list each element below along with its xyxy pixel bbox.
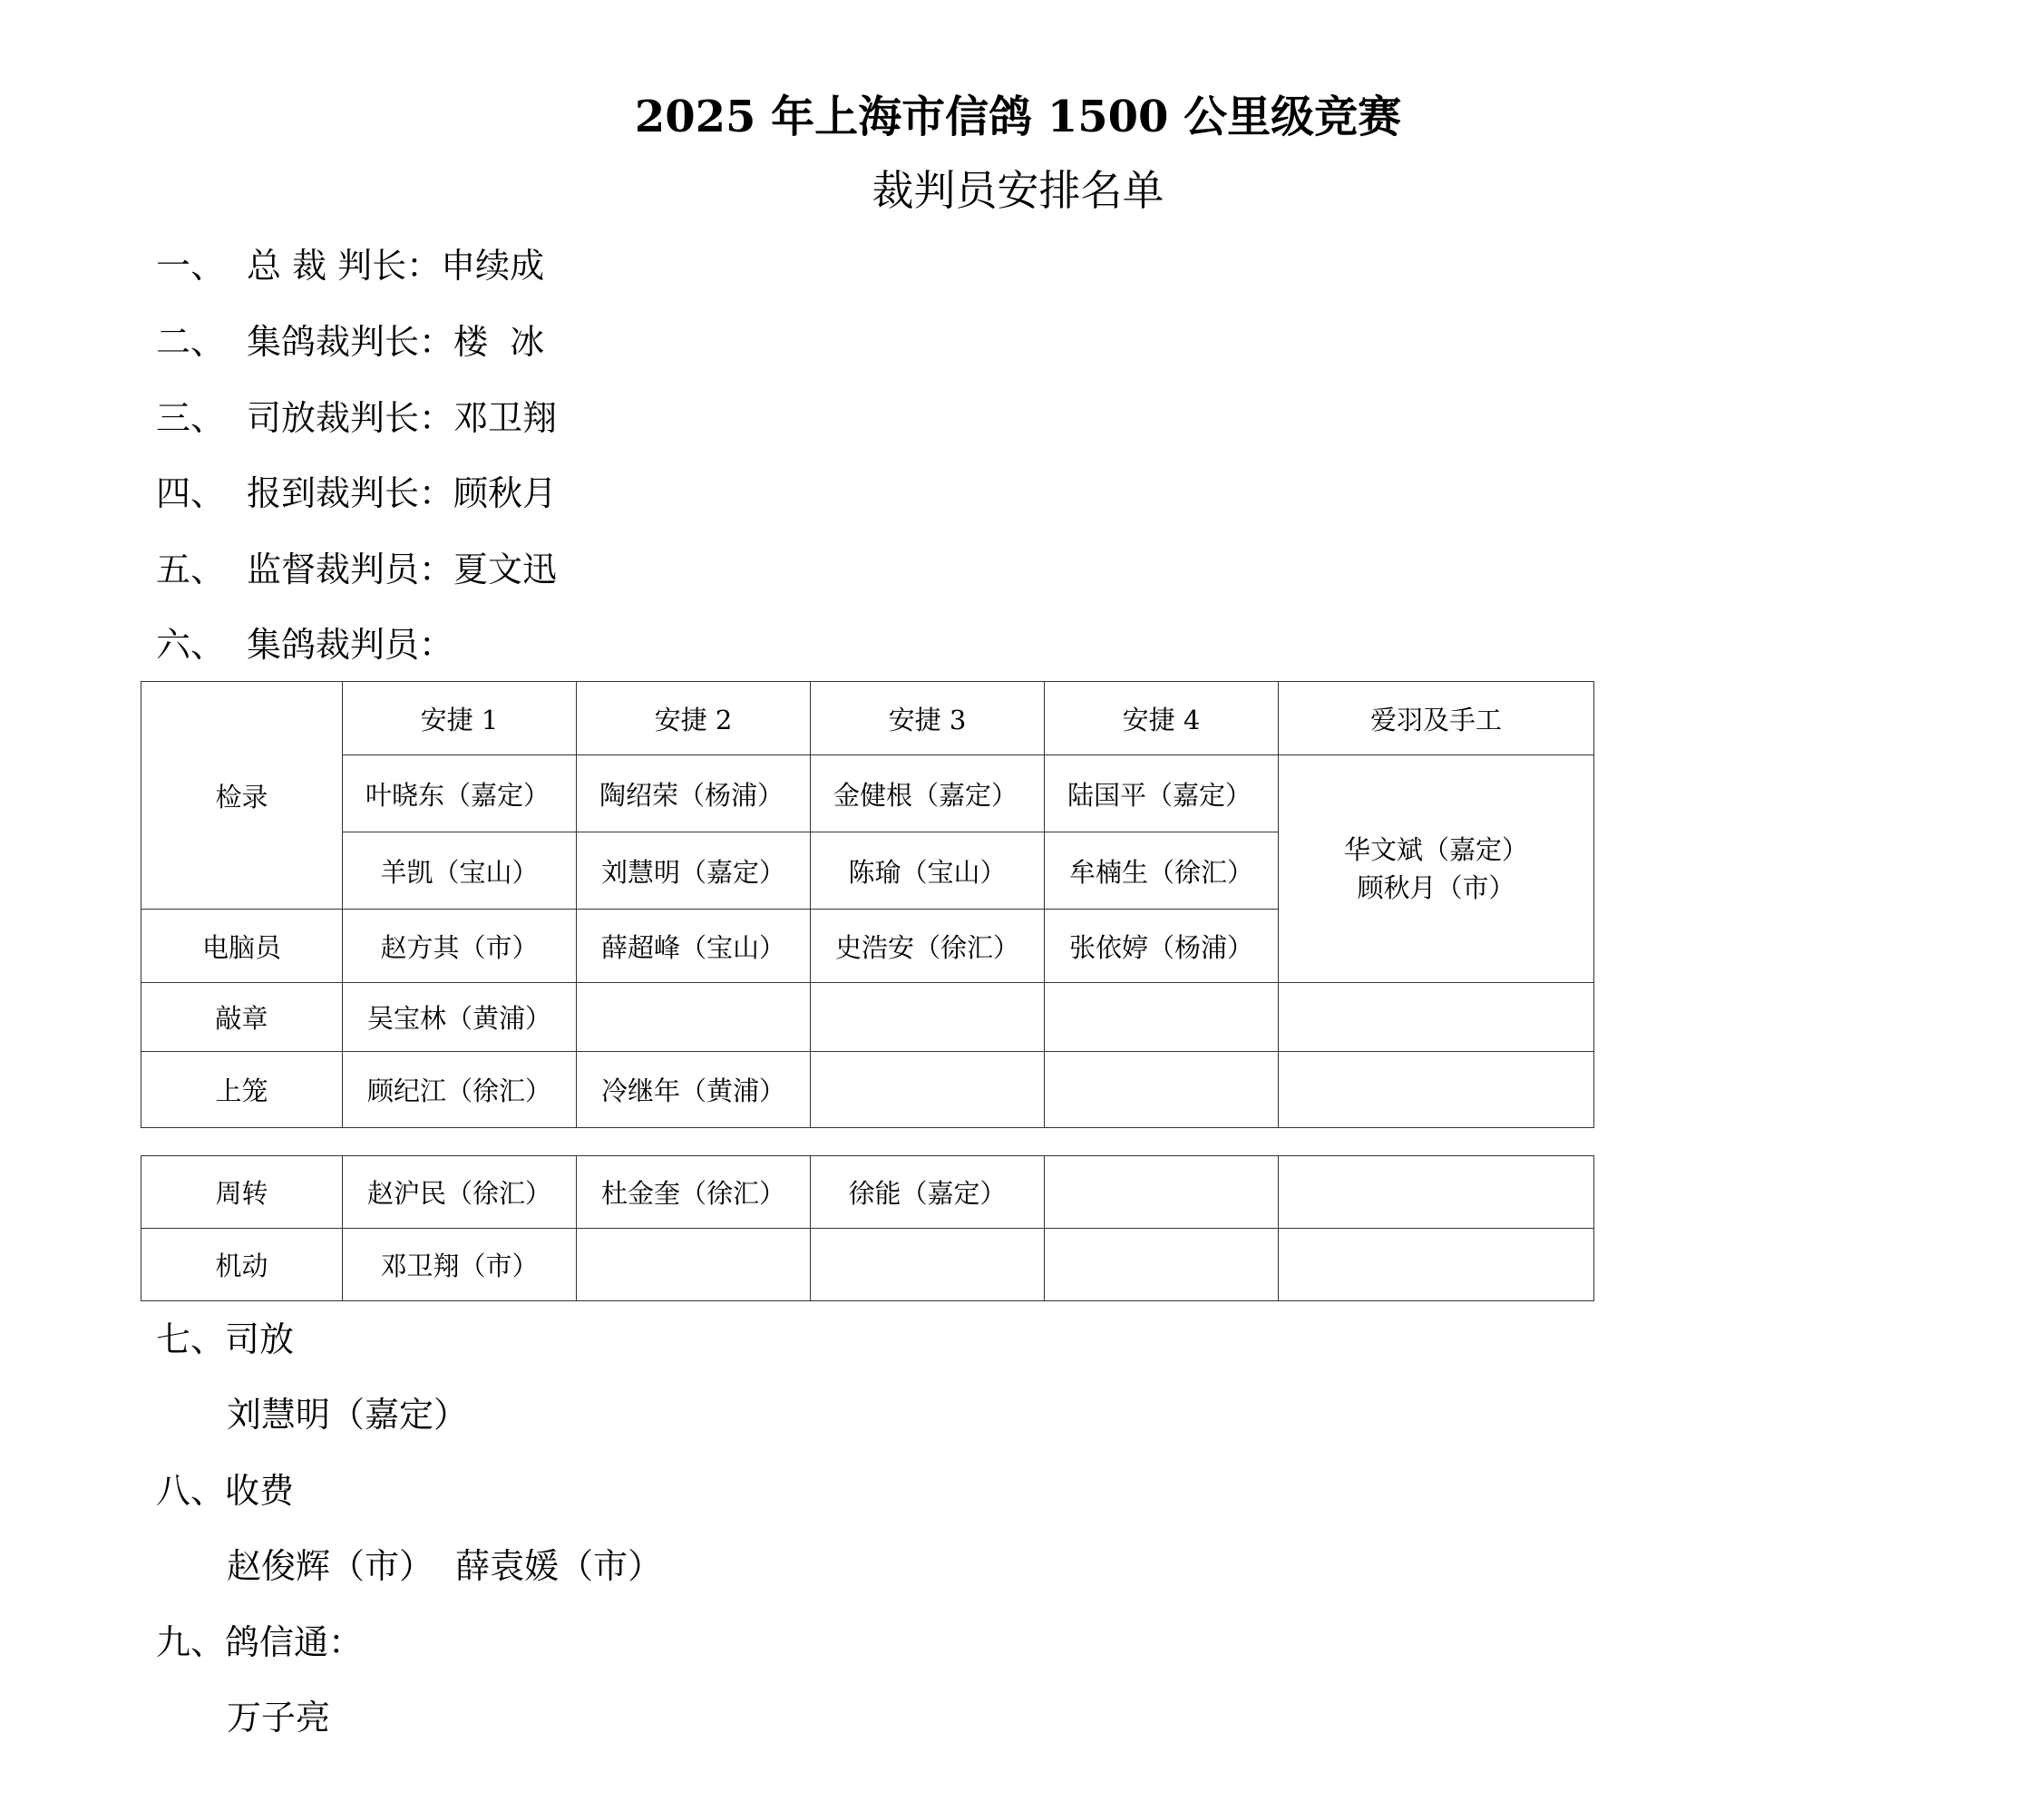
table-cell: [1045, 1052, 1279, 1128]
table-header-row: [141, 682, 1594, 755]
section-value: 楼 冰: [453, 322, 545, 362]
table-cell: 史浩安（徐汇）: [811, 910, 1045, 983]
table-cell: 吴宝林（黄浦）: [343, 983, 577, 1052]
referee-table-main: [141, 681, 1594, 1128]
section-release-chief: [156, 395, 557, 441]
table-cell: [1045, 983, 1279, 1052]
section-label: 集鸽裁判长：: [247, 322, 454, 362]
section-collection-chief: [156, 319, 544, 365]
column-header: 安捷 2: [577, 682, 811, 755]
table-cell: [811, 1052, 1045, 1128]
section-gexintong-heading: 九、鸽信通：: [156, 1622, 364, 1662]
table-cell: [1279, 1229, 1594, 1301]
section-label: 总 裁 判长：: [247, 246, 442, 286]
section-fees-names: 赵俊辉（市） 薛袁媛（市）: [227, 1546, 663, 1586]
section-chief-referee: [156, 243, 544, 288]
column-header: 爱羽及手工: [1279, 682, 1594, 755]
section-gexintong-names: 万子亮: [227, 1698, 331, 1737]
row-label-qiaozhang: 敲章: [141, 983, 343, 1052]
table-cell: [1045, 1229, 1279, 1301]
row-label-jianlu: 检录: [141, 682, 343, 910]
section-number: 一、: [156, 246, 226, 286]
table-cell: [811, 1229, 1045, 1301]
table-row: [141, 1229, 1594, 1301]
column-header: 安捷 3: [811, 682, 1045, 755]
row-label-zhouzhuan: 周转: [141, 1156, 343, 1229]
section-label: 监督裁判员：: [247, 550, 454, 589]
table-row: [141, 983, 1594, 1052]
table-cell: 邓卫翔（市）: [343, 1229, 577, 1301]
row-label-shanglong: 上笼: [141, 1052, 343, 1128]
section-label: 司放裁判长：: [247, 398, 454, 438]
table-row: [141, 1156, 1594, 1229]
table-row: [141, 1052, 1594, 1128]
table-row: [141, 755, 1594, 832]
column-header: 安捷 1: [343, 682, 577, 755]
table-cell: [577, 983, 811, 1052]
table-cell: 张依婷（杨浦）: [1045, 910, 1279, 983]
table-cell: [1279, 983, 1594, 1052]
section-number: 六、: [156, 625, 226, 665]
row-label-jidong: 机动: [141, 1229, 343, 1301]
table-cell-name: 华文斌（嘉定）: [1343, 834, 1528, 865]
table-cell-name: 顾秋月（市）: [1357, 872, 1515, 903]
table-cell: 金健根（嘉定）: [811, 755, 1045, 832]
section-supervisor: [156, 547, 557, 592]
table-cell: [1279, 1156, 1594, 1229]
table-cell: 杜金奎（徐汇）: [577, 1156, 811, 1229]
section-collection-referees: [156, 622, 453, 667]
aiyu-cell: [1279, 755, 1594, 983]
section-number: 四、: [156, 473, 226, 513]
document-subtitle: 裁判员安排名单: [872, 166, 1164, 215]
table-cell: 赵方其（市）: [343, 910, 577, 983]
table-cell: 陆国平（嘉定）: [1045, 755, 1279, 832]
referee-table-secondary: [141, 1155, 1594, 1301]
table-cell: 薛超峰（宝山）: [577, 910, 811, 983]
section-value: 邓卫翔: [453, 398, 558, 438]
table-cell: 冷继年（黄浦）: [577, 1052, 811, 1128]
section-release-names: 刘慧明（嘉定）: [227, 1395, 469, 1435]
section-report-chief: [156, 471, 557, 516]
section-number: 三、: [156, 398, 226, 438]
table-cell: [811, 983, 1045, 1052]
section-value: 夏文迅: [453, 550, 558, 589]
table-cell: 徐能（嘉定）: [811, 1156, 1045, 1229]
section-label: 集鸽裁判员：: [247, 625, 454, 665]
table-cell: [577, 1229, 811, 1301]
section-fees-heading: 八、收费: [156, 1471, 295, 1511]
section-release-heading: 七、司放: [156, 1319, 295, 1359]
table-cell: 陶绍荣（杨浦）: [577, 755, 811, 832]
section-value: 申续成: [441, 246, 545, 286]
section-value: 顾秋月: [453, 473, 558, 513]
section-number: 五、: [156, 550, 226, 589]
table-cell: 牟楠生（徐汇）: [1045, 832, 1279, 910]
row-label-diannao: 电脑员: [141, 910, 343, 983]
section-label: 报到裁判长：: [247, 473, 454, 513]
table-cell: 羊凯（宝山）: [343, 832, 577, 910]
table-cell: 赵沪民（徐汇）: [343, 1156, 577, 1229]
table-cell: 顾纪江（徐汇）: [343, 1052, 577, 1128]
table-cell: [1279, 1052, 1594, 1128]
table-cell: 叶晓东（嘉定）: [343, 755, 577, 832]
section-number: 二、: [156, 322, 226, 362]
table-cell: [1045, 1156, 1279, 1229]
document-title: 2025 年上海市信鸽 1500 公里级竞赛: [634, 92, 1402, 142]
column-header: 安捷 4: [1045, 682, 1279, 755]
table-cell: 陈瑜（宝山）: [811, 832, 1045, 910]
table-cell: 刘慧明（嘉定）: [577, 832, 811, 910]
